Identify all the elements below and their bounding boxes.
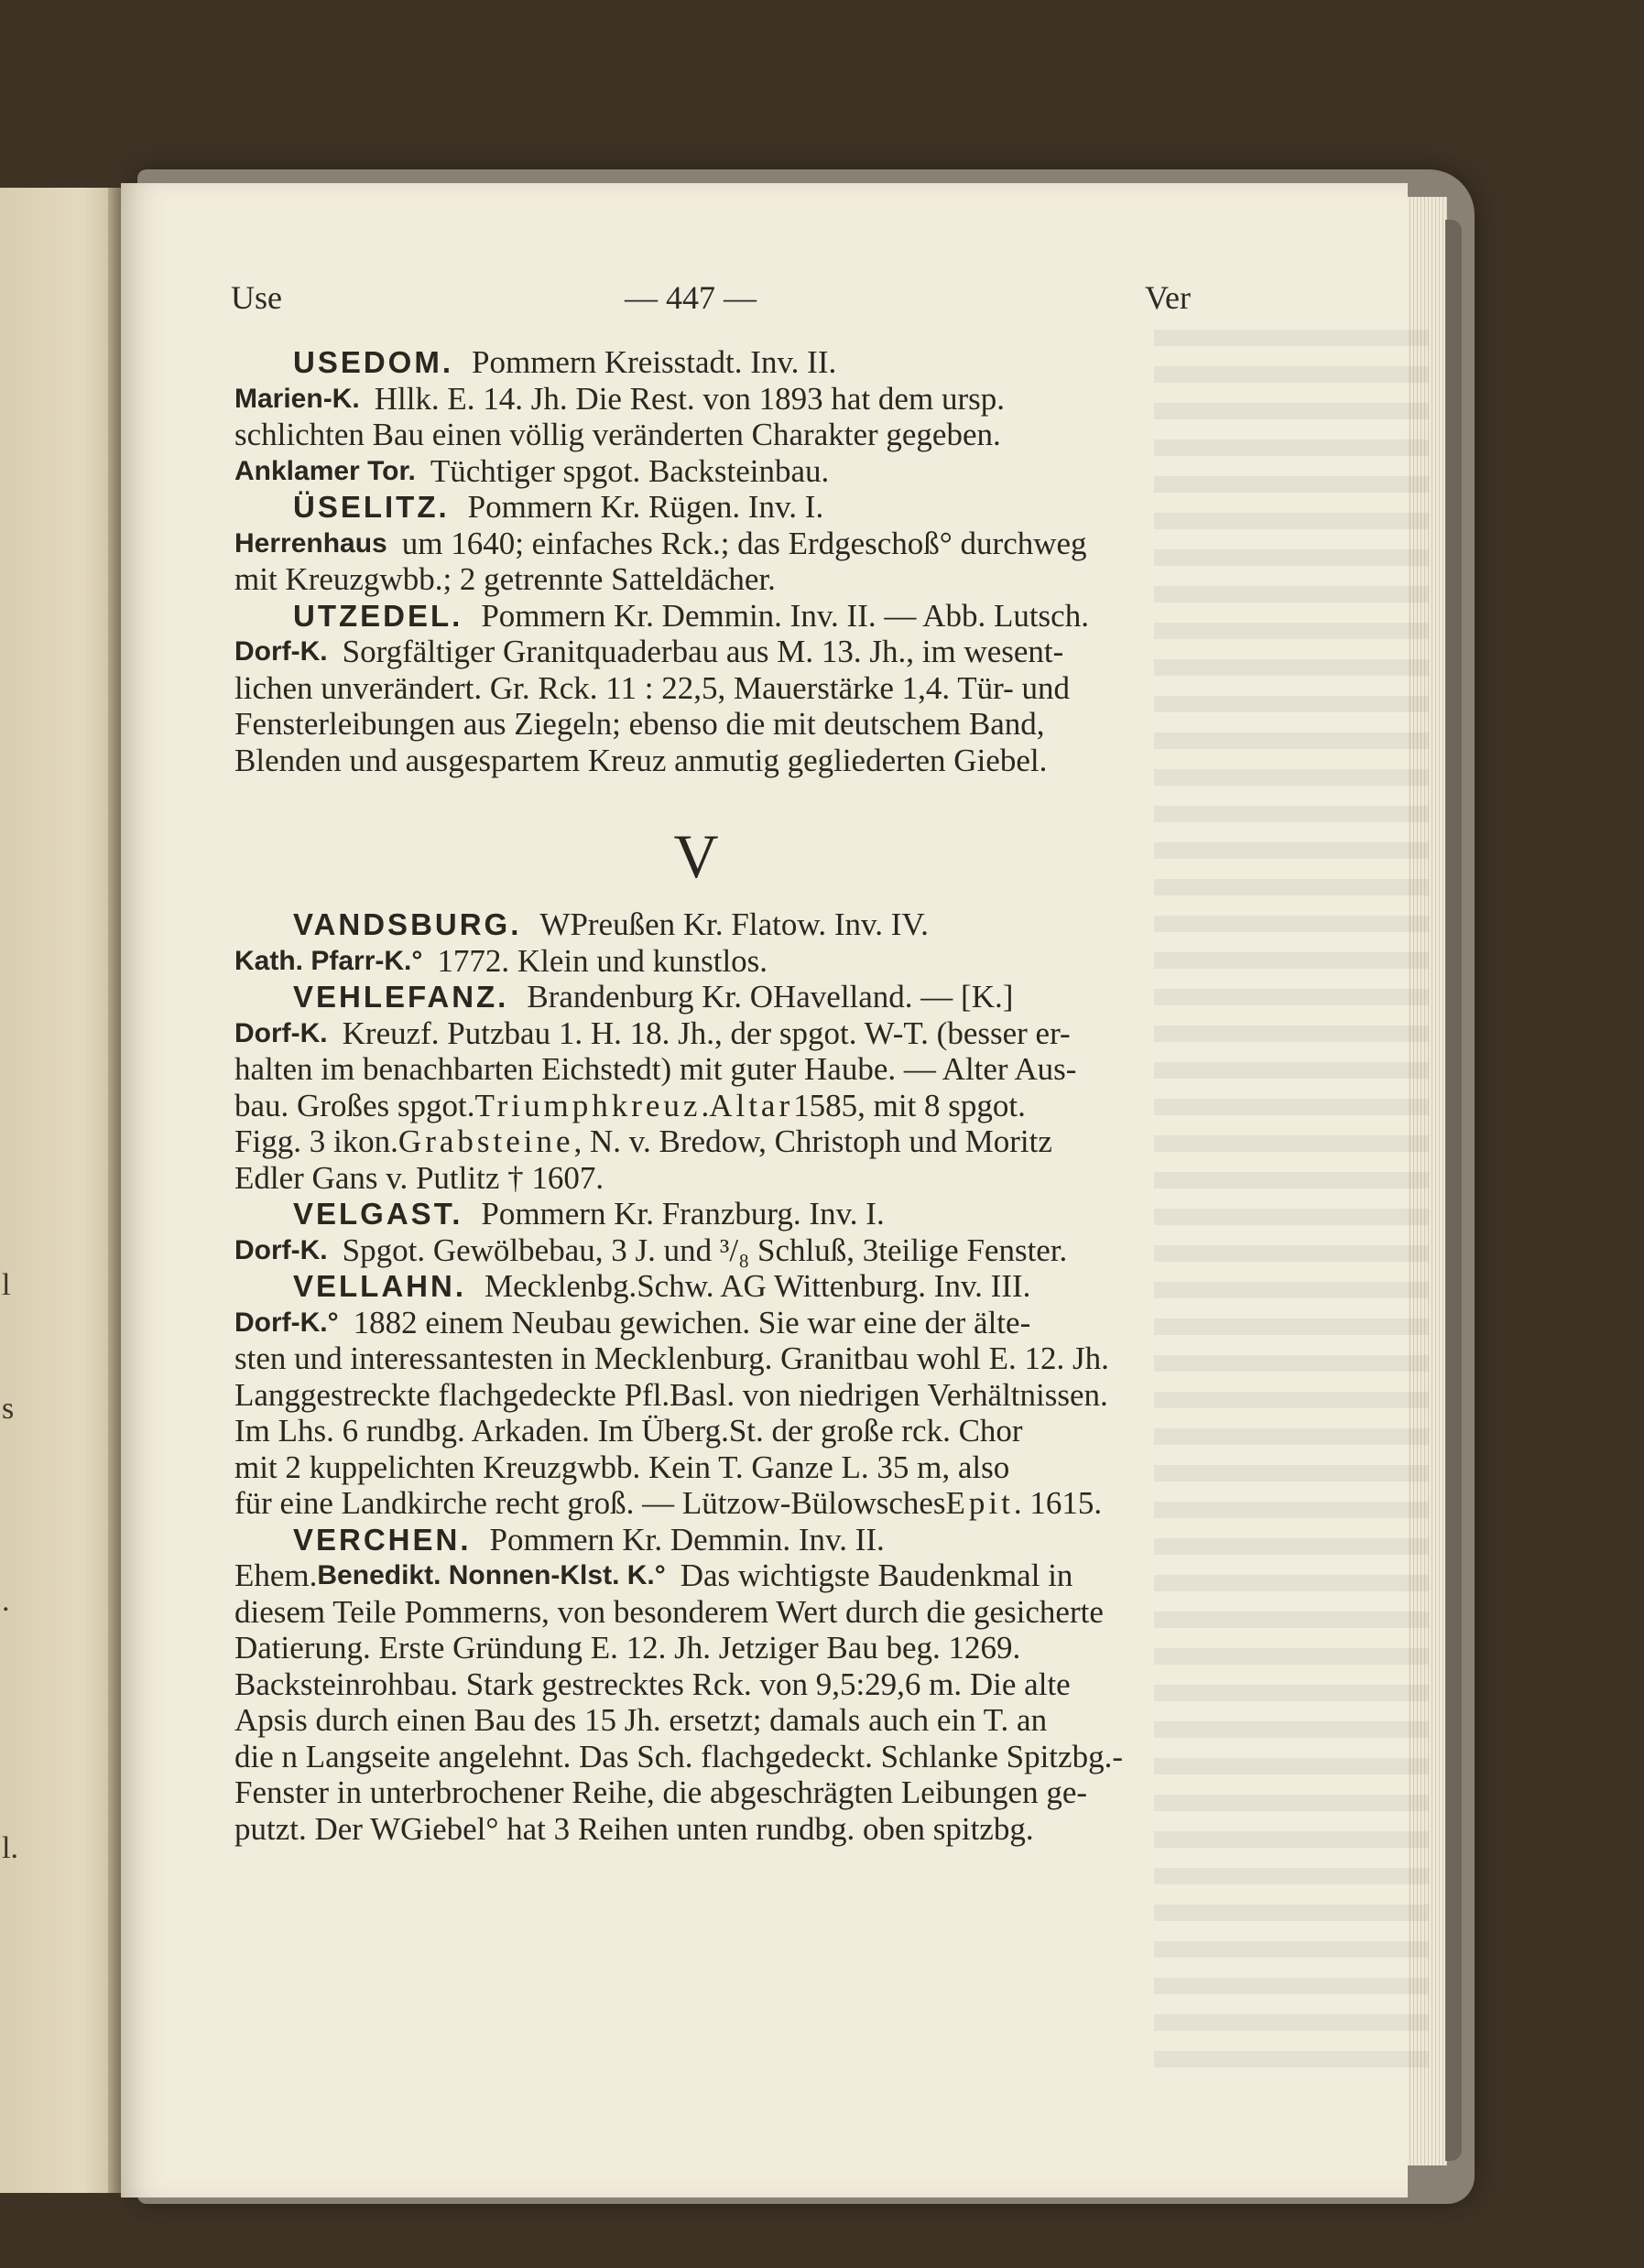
entry-line: Datierung. Erste Gründung E. 12. Jh. Jetziger Bau beg. 1269. [234,1630,1021,1666]
entry-keyword: VELGAST. [293,1197,463,1231]
entry-line: Marien-K. Hllk. E. 14. Jh. Die Rest. von 1893 hat dem ursp. [234,380,1005,417]
margin-glyph: s [2,1392,15,1426]
entry-heading: VELGAST. Pommern Kr. Franzburg. Inv. I. [293,1196,885,1232]
entry-heading: ÜSELITZ. Pommern Kr. Rügen. Inv. I. [293,489,824,525]
entry-line: Dorf-K. Kreuzf. Putzbau 1. H. 18. Jh., der spgot. W-T. (besser er- [234,1015,1071,1051]
entry-line: diesem Teile Pommerns, von besonderem Wert durch die gesicherte [234,1593,1104,1630]
entry-keyword: ÜSELITZ. [293,490,450,524]
entry-line: bau. Großes spgot. Triumphkreuz . Altar 1585, mit 8 spgot. [234,1087,1026,1123]
running-head [231,278,1191,324]
section-letter: V [673,821,719,891]
entry-heading: VELLAHN. Mecklenbg.Schw. AG Wittenburg. Inv. III. [293,1268,1031,1304]
entry-line: Backsteinrohbau. Stark gestrecktes Rck. von 9,5:29,6 m. Die alte [234,1666,1071,1702]
entry-keyword: VANDSBURG. [293,907,522,941]
spaced-term: Triumphkreuz [474,1087,702,1123]
entry-keyword: VEHLEFANZ. [293,980,509,1014]
entry-line: für eine Landkirche recht groß. — Lützow-Bülowsches Epit . 1615. [234,1485,1103,1521]
entry-line: Dorf-K.° 1882 einem Neubau gewichen. Sie war eine der älte- [234,1304,1031,1340]
entry-heading: VERCHEN. Pommern Kr. Demmin. Inv. II. [293,1521,885,1557]
entry-subhead: Kath. Pfarr-K.° [234,945,423,976]
entry-line: Blenden und ausgespartem Kreuz anmutig gegliederten Giebel. [234,742,1048,778]
entry-line: Anklamer Tor. Tüchtiger spgot. Backsteinbau. [234,452,830,489]
left-page-edge [0,188,119,2193]
entry-keyword: VELLAHN. [293,1269,466,1303]
entry-line: putzt. Der WGiebel° hat 3 Reihen unten rundbg. oben spitzbg. [234,1810,1034,1847]
entry-subhead: Benedikt. Nonnen-Klst. K.° [317,1560,666,1590]
entry-line: Kath. Pfarr-K.° 1772. Klein und kunstlos. [234,942,768,979]
page-number: — 447 — [625,279,757,316]
margin-glyph: l [2,1268,11,1302]
entry-keyword: USEDOM. [293,345,454,379]
entry-line: mit 2 kuppelichten Kreuzgwbb. Kein T. Ganze L. 35 m, also [234,1449,1010,1485]
entry-line: Langgestreckte flachgedeckte Pfl.Basl. von niedrigen Verhältnissen. [234,1376,1108,1413]
entry-line: Im Lhs. 6 rundbg. Arkaden. Im Überg.St. der große rck. Chor [234,1413,1023,1449]
show-through [1154,330,1429,2069]
entry-keyword: UTZEDEL. [293,598,463,633]
entry-line: die n Langseite angelehnt. Das Sch. flachgedeckt. Schlanke Spitzbg.- [234,1738,1123,1774]
entry-subhead: Dorf-K. [234,1017,328,1048]
entry-line: Dorf-K. Spgot. Gewölbebau, 3 J. und ³/₈ Schluß, 3teilige Fenster. [234,1232,1068,1268]
spaced-term: Epit [945,1485,1014,1521]
entry-line: lichen unverändert. Gr. Rck. 11 : 22,5, Mauerstärke 1,4. Tür- und [234,669,1070,706]
entry-line: sten und interessantesten in Mecklenburg. Granitbau wohl E. 12. Jh. [234,1340,1109,1376]
entry-line: halten im benachbarten Eichstedt) mit guter Haube. — Alter Aus- [234,1051,1077,1087]
running-head-left: Use [231,279,282,316]
page-text [234,344,1194,1847]
entry-line: Edler Gans v. Putlitz † 1607. [234,1159,604,1196]
entry-line: Herrenhaus um 1640; einfaches Rck.; das Erdgeschoß° durchweg [234,525,1087,561]
entry-heading: VANDSBURG. WPreußen Kr. Flatow. Inv. IV. [293,906,929,942]
entry-heading: UTZEDEL. Pommern Kr. Demmin. Inv. II. — Abb. Lutsch. [293,597,1089,634]
entry-line: Fenster in unterbrochener Reihe, die abgeschrägten Leibungen ge- [234,1774,1088,1810]
entry-subhead: Dorf-K. [234,636,328,667]
entry-subhead: Dorf-K. [234,1234,328,1265]
margin-glyph: l. [2,1831,18,1865]
entry-subhead: Dorf-K.° [234,1307,339,1338]
entry-heading: VEHLEFANZ. Brandenburg Kr. OHavelland. — [K.] [293,979,1014,1015]
entry-subhead: Anklamer Tor. [234,455,416,486]
entry-line: Fensterleibungen aus Ziegeln; ebenso die mit deutschem Band, [234,706,1045,742]
entry-line: Ehem. Benedikt. Nonnen-Klst. K.° Das wichtigste Baudenkmal in [234,1557,1073,1593]
entry-keyword: VERCHEN. [293,1522,472,1557]
entry-heading: USEDOM. Pommern Kreisstadt. Inv. II. [293,344,837,380]
entry-line: Apsis durch einen Bau des 15 Jh. ersetzt; damals auch ein T. an [234,1702,1048,1738]
entry-subhead: Herrenhaus [234,527,387,559]
spaced-term: Grabsteine [397,1123,574,1159]
running-head-right: Ver [1145,279,1191,316]
entry-line: Dorf-K. Sorgfältiger Granitquaderbau aus M. 13. Jh., im wesent- [234,634,1064,669]
entry-subhead: Marien-K. [234,383,360,414]
entry-line: mit Kreuzgwbb.; 2 getrennte Satteldächer. [234,561,776,597]
book-gutter [108,188,121,2193]
entry-line: Figg. 3 ikon. Grabsteine , N. v. Bredow, Christoph und Moritz [234,1123,1052,1159]
spaced-term: Altar [709,1087,794,1123]
cover-edge [1445,220,1462,2161]
entry-line: schlichten Bau einen völlig veränderten Charakter gegeben. [234,417,1001,452]
margin-glyph: . [2,1584,10,1618]
